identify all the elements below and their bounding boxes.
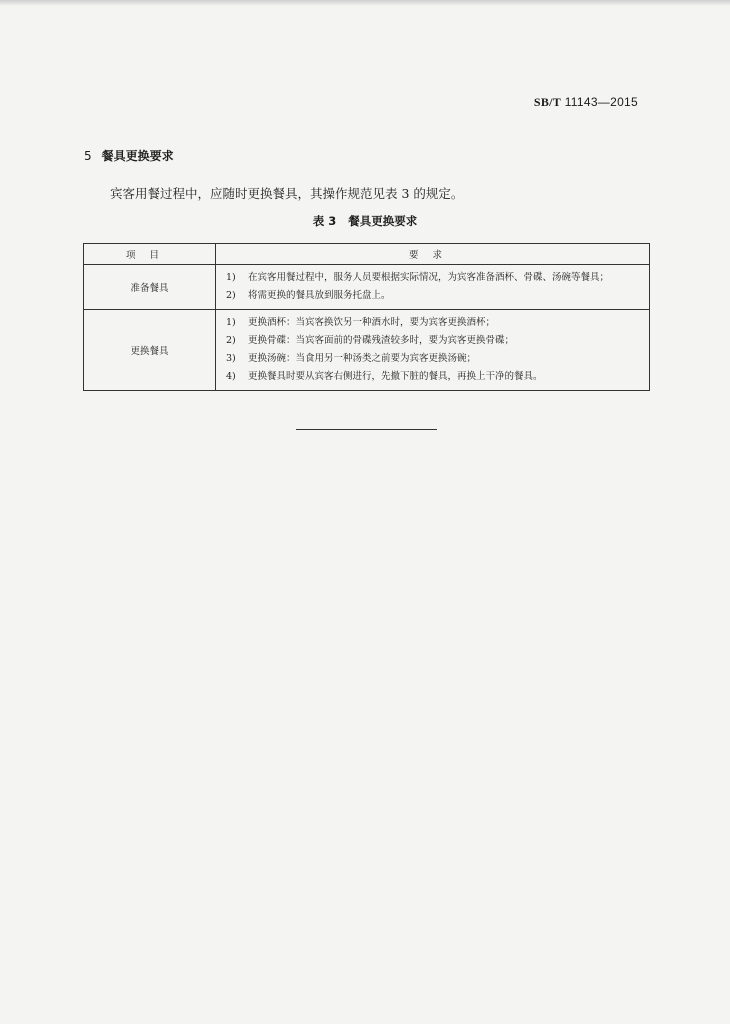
table-label: 表 3: [312, 214, 337, 228]
table-header-row: [84, 244, 650, 265]
requirement-text: 更换骨碟：当宾客面前的骨碟残渣较多时，要为宾客更换骨碟；: [248, 335, 515, 346]
section-number: 5: [84, 149, 92, 163]
requirement-number: 3): [226, 353, 236, 364]
requirement-number: 1): [226, 317, 236, 328]
requirement-text: 将需更换的餐具放到服务托盘上。: [248, 290, 391, 301]
row-item: 更换餐具: [84, 310, 216, 391]
requirement-line: [226, 368, 641, 386]
table-caption: [0, 213, 730, 229]
table-row: [84, 310, 650, 391]
requirement-text: 更换汤碗：当食用另一种汤类之前要为宾客更换汤碗；: [248, 353, 477, 364]
requirements-table: [83, 243, 650, 391]
header-item: 项目: [84, 244, 216, 265]
row-item: 准备餐具: [84, 265, 216, 310]
standard-code: 11143—2015: [564, 95, 638, 109]
requirement-number: 4): [226, 371, 236, 382]
table-row: [84, 265, 650, 310]
requirement-text: 更换酒杯：当宾客换饮另一种酒水时，要为宾客更换酒杯；: [248, 317, 496, 328]
section-title: 餐具更换要求: [101, 149, 174, 163]
body-paragraph: 宾客用餐过程中，应随时更换餐具，其操作规范见表 3 的规定。: [110, 186, 464, 201]
requirement-text: 更换餐具时要从宾客右侧进行，先撤下脏的餐具，再换上干净的餐具。: [248, 371, 543, 382]
scan-edge: [0, 0, 730, 6]
requirement-line: [226, 332, 641, 350]
standard-number: [534, 95, 638, 110]
requirement-number: 1): [226, 272, 236, 283]
requirement-line: [226, 314, 641, 332]
end-rule: [296, 429, 437, 430]
requirement-number: 2): [226, 290, 236, 301]
table-title: 餐具更换要求: [348, 214, 418, 228]
row-requirements: [216, 265, 650, 310]
row-requirements: [216, 310, 650, 391]
standard-prefix: SB/T: [533, 95, 562, 109]
requirement-line: [226, 350, 641, 368]
requirement-line: [226, 269, 641, 287]
header-requirement: 要求: [216, 244, 650, 265]
requirement-line: [226, 287, 641, 305]
section-heading: [84, 147, 174, 164]
requirement-number: 2): [226, 335, 236, 346]
requirement-text: 在宾客用餐过程中，服务人员要根据实际情况，为宾客准备酒杯、骨碟、汤碗等餐具；: [248, 272, 610, 283]
